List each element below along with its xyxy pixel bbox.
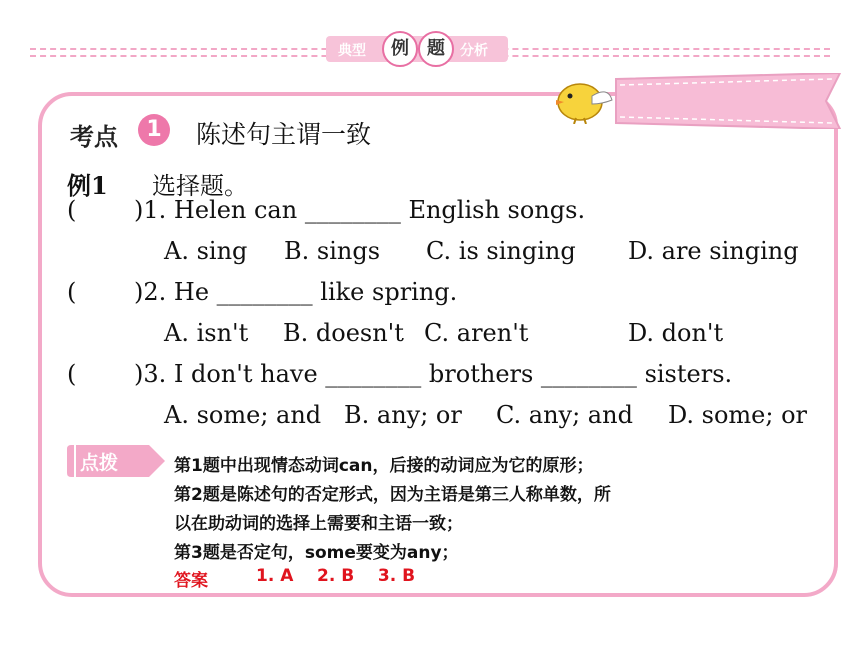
kaodian-title: 陈述句主谓一致 (196, 120, 372, 149)
q1-option-c: C. is singing (426, 237, 576, 265)
tip-line-4: 第3题是否定句，some要变为any； (174, 543, 459, 563)
q2-option-a: A. isn't (164, 319, 249, 347)
q3-paren: ( (67, 360, 77, 388)
example-label: 例1 (67, 171, 108, 200)
answer-label: 答案 (174, 571, 208, 591)
q1-option-d: D. are singing (628, 237, 799, 265)
q3-option-c: C. any; and (496, 401, 633, 429)
q2-option-c: C. aren't (424, 319, 529, 347)
kaodian-number: 1 (138, 114, 170, 146)
answer-values: 1. A 2. B 3. B (256, 566, 416, 586)
header-circle-2: 题 (418, 31, 454, 67)
q2-option-d: D. don't (628, 319, 724, 347)
tip-line-3: 以在助动词的选择上需要和主语一致； (174, 514, 463, 534)
tip-line-1: 第1题中出现情态动词can，后接的动词应为它的原形； (174, 456, 594, 476)
q1-option-b: B. sings (284, 237, 381, 265)
q1-stem: )1. Helen can ________ English songs. (134, 196, 586, 224)
q2-option-b: B. doesn't (283, 319, 404, 347)
q3-option-a: A. some; and (164, 401, 322, 429)
header-circle-1: 例 (382, 31, 418, 67)
header-right-text: 分析 (460, 43, 488, 59)
q3-option-d: D. some; or (668, 401, 808, 429)
tip-tag-label: 点拨 (80, 452, 119, 474)
example-title: 选择题。 (152, 172, 248, 200)
bird-icon (552, 74, 616, 124)
q1-paren: ( (67, 196, 77, 224)
ribbon-decoration (612, 73, 844, 129)
q3-stem: )3. I don't have ________ brothers ________ sisters. (134, 360, 733, 388)
q1-option-a: A. sing (164, 237, 248, 265)
q2-stem: )2. He ________ like spring. (134, 278, 458, 306)
kaodian-label: 考点 (70, 123, 118, 151)
header-left-text: 典型 (338, 43, 366, 59)
q3-option-b: B. any; or (344, 401, 462, 429)
tip-line-2: 第2题是陈述句的否定形式，因为主语是第三人称单数，所 (174, 485, 611, 505)
q2-paren: ( (67, 278, 77, 306)
